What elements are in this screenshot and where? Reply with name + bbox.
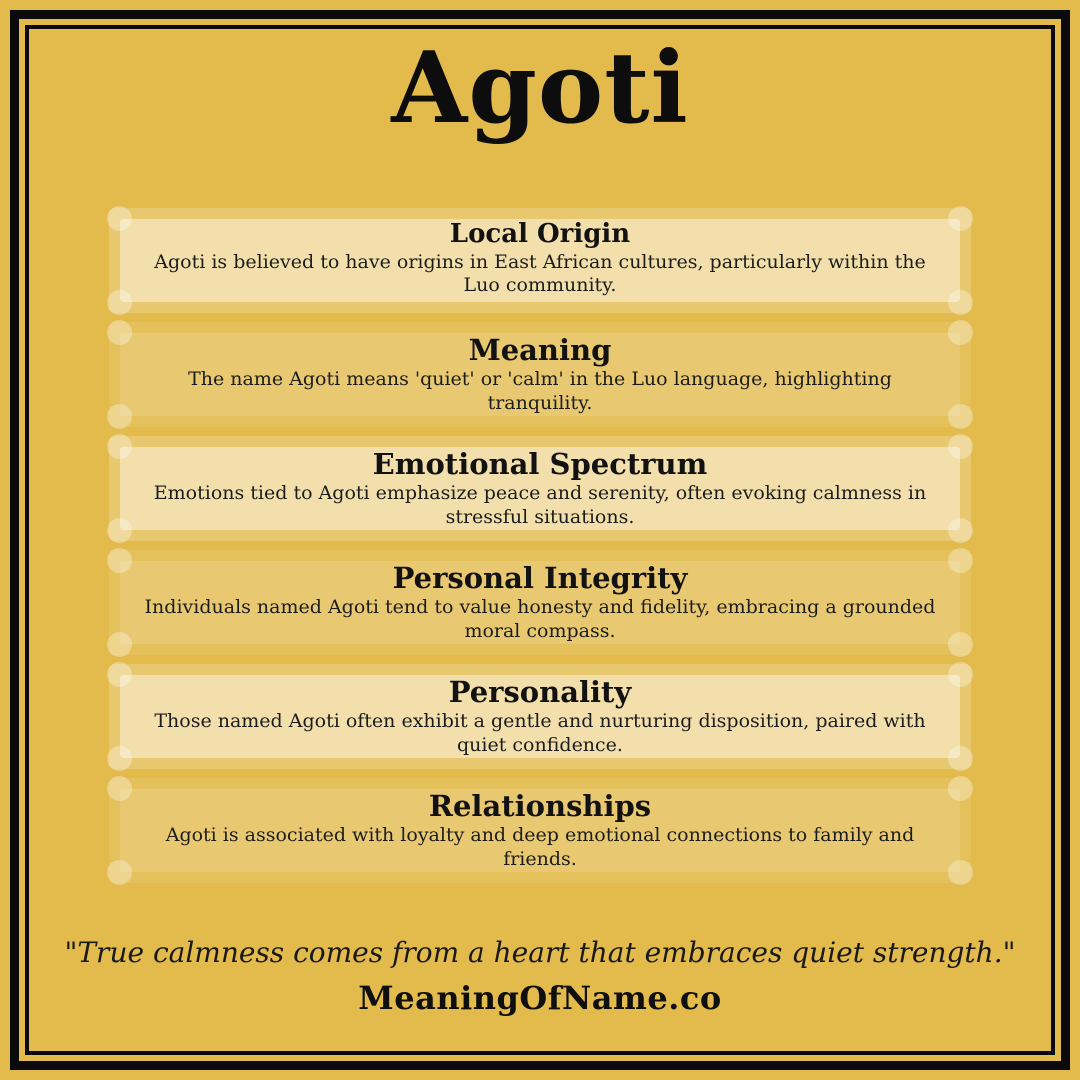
corner-rivet-icon xyxy=(107,860,132,885)
section-heading: Relationships xyxy=(428,789,652,823)
section-card-local-origin xyxy=(109,208,971,313)
corner-rivet-icon xyxy=(948,776,973,801)
section-body: Emotions tied to Agoti emphasize peace and serenity, often evoking calmness in stressful situations. xyxy=(153,482,927,528)
corner-rivet-icon xyxy=(107,776,132,801)
section-body: The name Agoti means 'quiet' or 'calm' in the Luo language, highlighting tranquility. xyxy=(188,368,892,414)
section-panel xyxy=(120,333,960,416)
section-panel xyxy=(120,447,960,530)
corner-rivet-icon xyxy=(107,746,132,771)
corner-rivet-icon xyxy=(948,434,973,459)
section-card-relationships xyxy=(109,778,971,883)
corner-rivet-icon xyxy=(107,434,132,459)
quote-text: "True calmness comes from a heart that embraces quiet strength." xyxy=(64,936,1016,969)
corner-rivet-icon xyxy=(948,746,973,771)
corner-rivet-icon xyxy=(948,860,973,885)
corner-rivet-icon xyxy=(948,404,973,429)
section-card-emotional-spectrum xyxy=(109,436,971,541)
section-heading: Meaning xyxy=(468,333,612,367)
corner-rivet-icon xyxy=(948,632,973,657)
section-card-personality xyxy=(109,664,971,769)
corner-rivet-icon xyxy=(948,548,973,573)
section-heading: Personality xyxy=(448,675,632,709)
corner-rivet-icon xyxy=(948,206,973,231)
corner-rivet-icon xyxy=(107,518,132,543)
section-heading: Emotional Spectrum xyxy=(372,447,708,481)
section-panel xyxy=(120,561,960,644)
section-card-personal-integrity xyxy=(109,550,971,655)
section-panel xyxy=(120,789,960,872)
corner-rivet-icon xyxy=(107,320,132,345)
sections-list xyxy=(109,208,971,892)
section-body: Agoti is believed to have origins in East African cultures, particularly within the Luo community. xyxy=(154,251,926,297)
section-body: Individuals named Agoti tend to value honesty and fidelity, embracing a grounded moral compass. xyxy=(144,596,936,642)
corner-rivet-icon xyxy=(107,404,132,429)
corner-rivet-icon xyxy=(948,320,973,345)
corner-rivet-icon xyxy=(948,662,973,687)
name-title: Agoti xyxy=(391,31,689,146)
corner-rivet-icon xyxy=(107,548,132,573)
section-body: Agoti is associated with loyalty and deep emotional connections to family and friends. xyxy=(165,824,915,870)
section-heading: Personal Integrity xyxy=(392,561,688,595)
corner-rivet-icon xyxy=(948,290,973,315)
section-heading: Local Origin xyxy=(449,219,631,249)
section-body: Those named Agoti often exhibit a gentle and nurturing disposition, paired with quiet confidence. xyxy=(154,710,926,756)
section-card-meaning xyxy=(109,322,971,427)
corner-rivet-icon xyxy=(107,632,132,657)
corner-rivet-icon xyxy=(107,662,132,687)
section-panel xyxy=(120,219,960,302)
corner-rivet-icon xyxy=(107,290,132,315)
section-panel xyxy=(120,675,960,758)
brand-name: MeaningOfName.co xyxy=(358,979,722,1017)
corner-rivet-icon xyxy=(948,518,973,543)
corner-rivet-icon xyxy=(107,206,132,231)
